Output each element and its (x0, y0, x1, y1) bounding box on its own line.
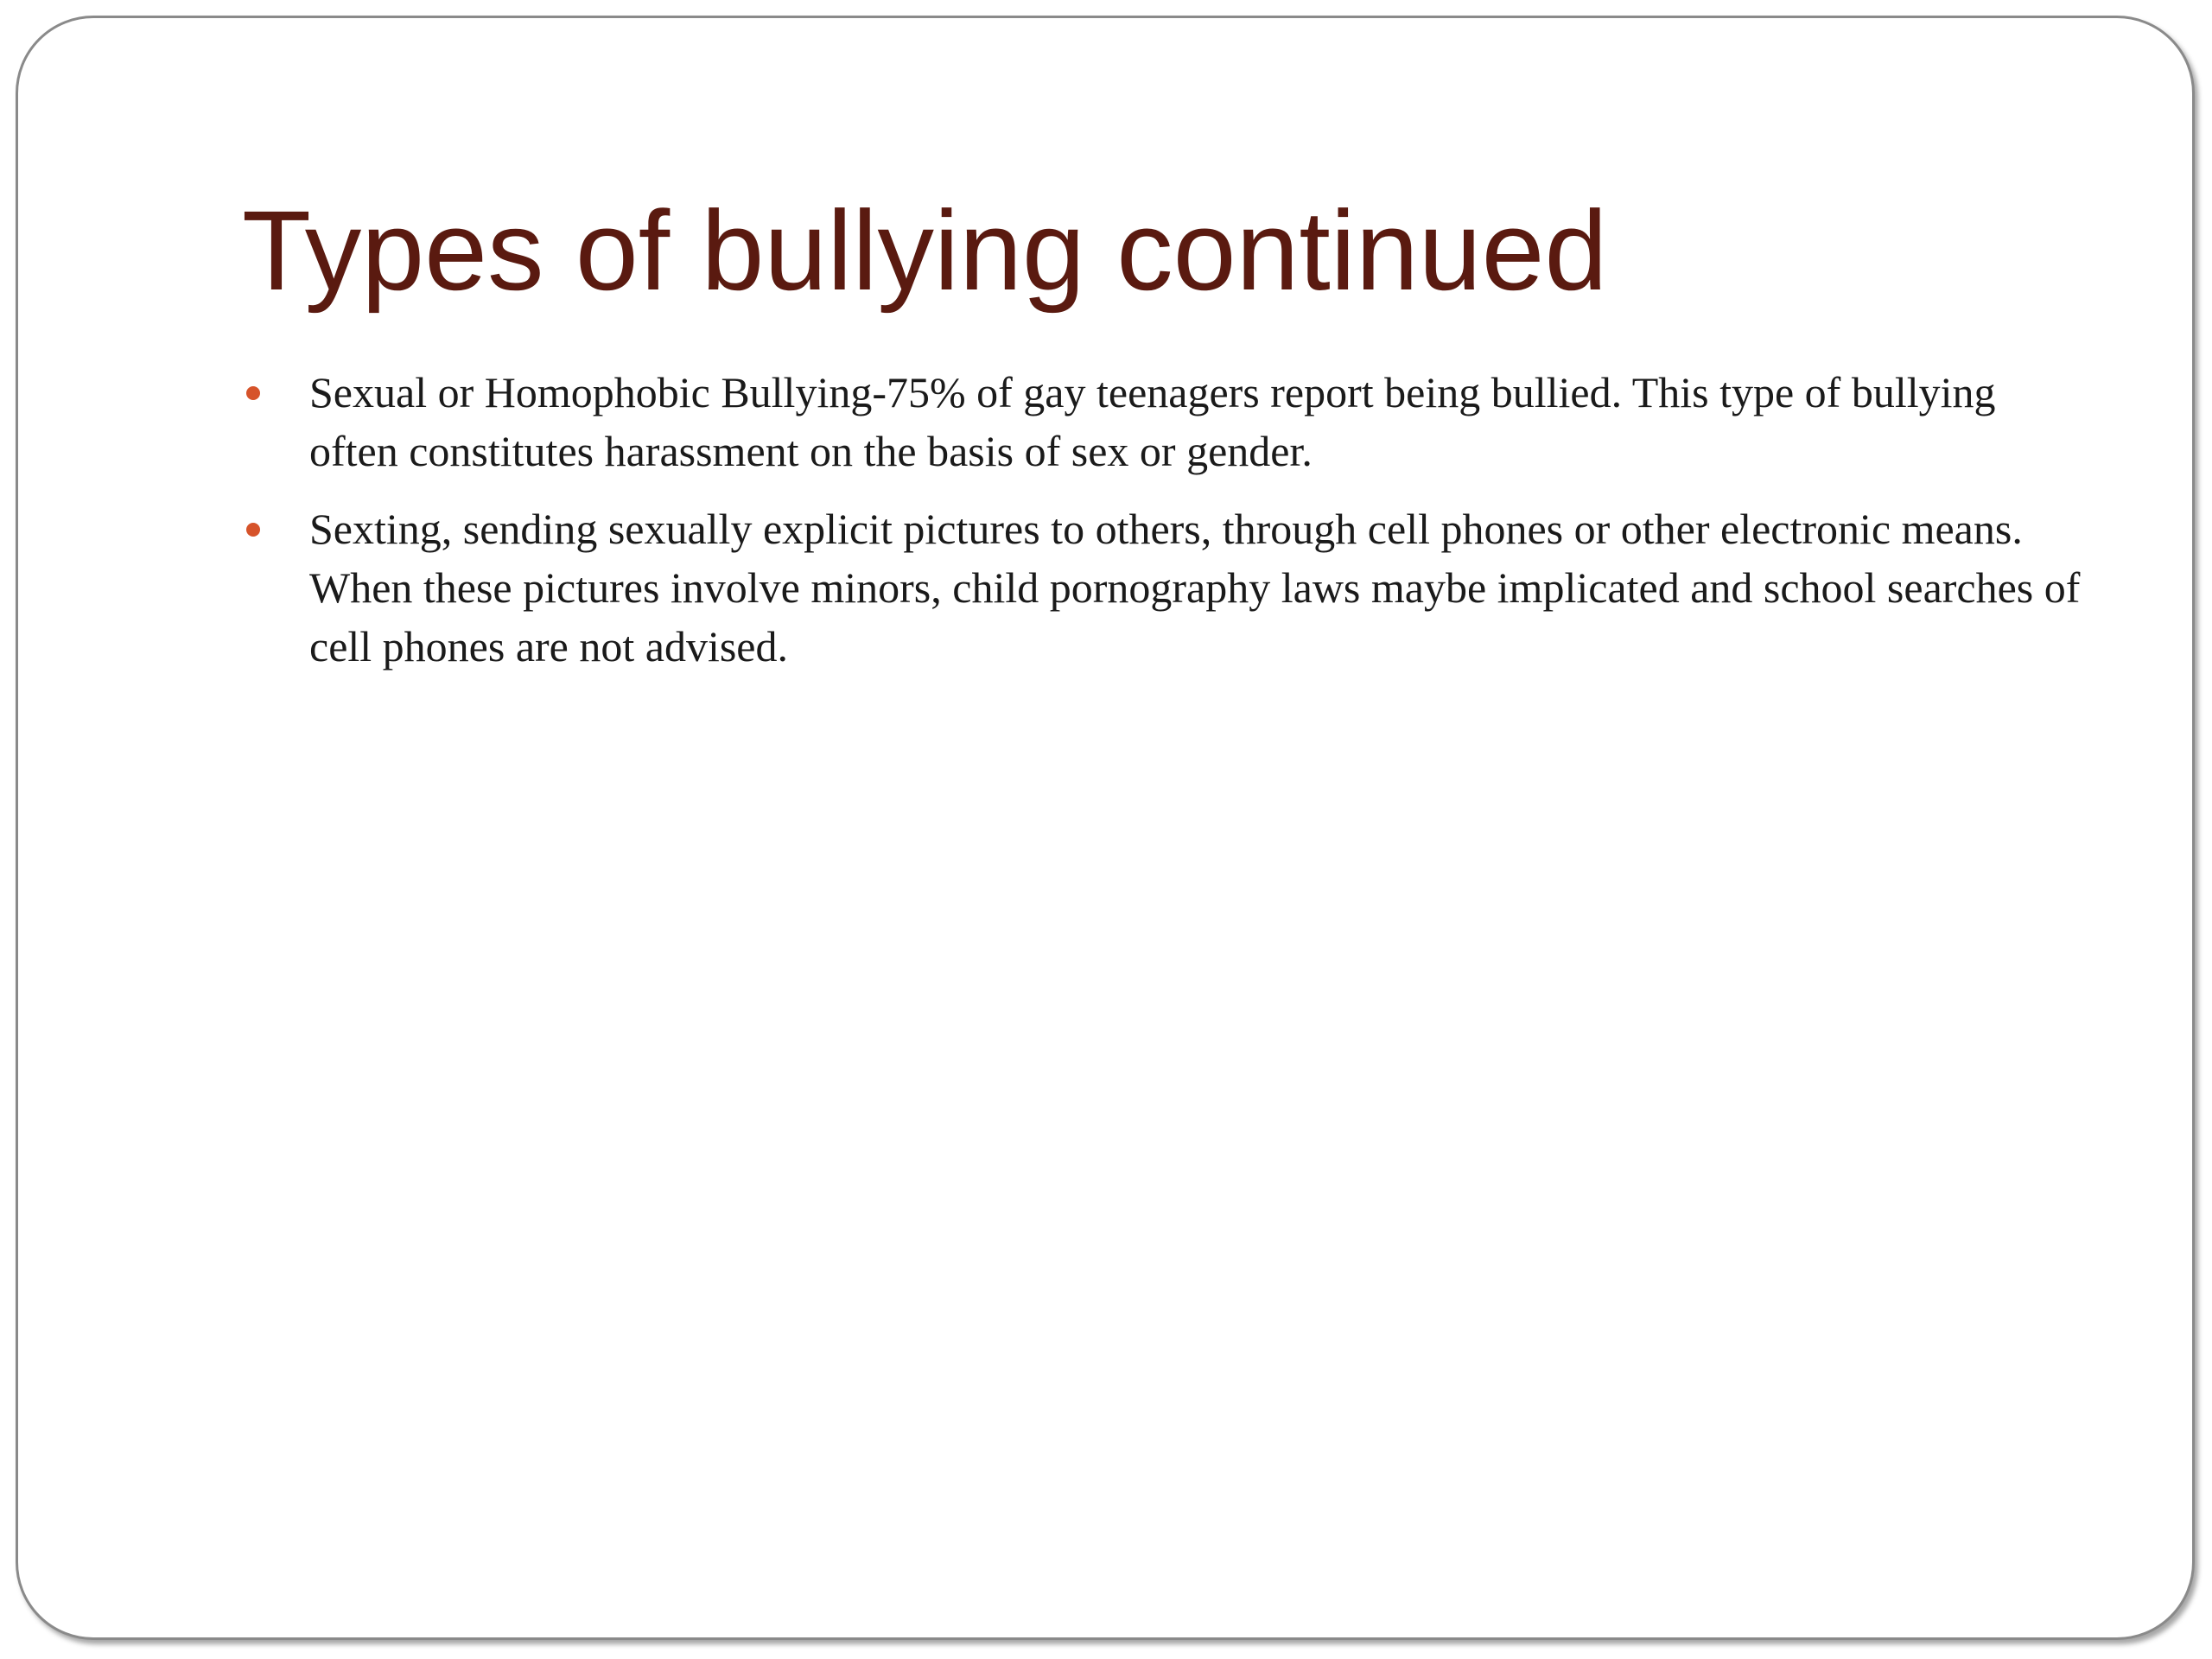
bullet-text: Sexual or Homophobic Bullying-75% of gay teenagers report being bullied. This type of bullying often constitutes harassment on the basis of sex or gender. (309, 368, 1996, 475)
bullet-dot-icon (246, 523, 260, 537)
bullet-item-homophobic-bullying (242, 363, 2082, 480)
bullet-text: Sexting, sending sexually explicit pictures to others, through cell phones or other electronic means. When these pictures involve minors, child pornography laws maybe implicated and school searches of cell phones are not advised. (309, 505, 2081, 671)
bullet-item-sexting (242, 499, 2082, 676)
bullet-list (242, 363, 2082, 695)
slide-title: Types of bullying continued (242, 187, 1608, 314)
bullet-dot-icon (246, 386, 260, 400)
